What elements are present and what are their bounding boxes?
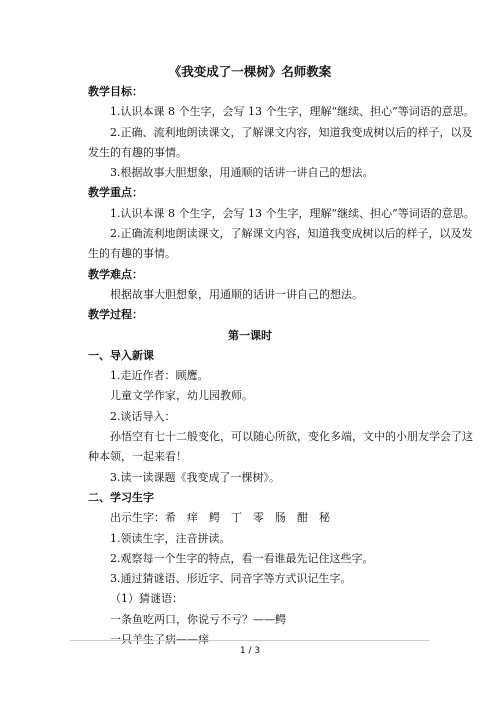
paragraph-line: 2.观察每一个生字的特点，看一看谁最先记住这些字。 [110,551,374,565]
paragraph-line: 2.正确流利地朗读课文，了解课文内容，知道我变成树以后的样子，以及发 [110,227,473,241]
document-body [88,82,475,650]
paragraph-line: 1.走近作者：顾鹰。 [110,369,209,383]
paragraph-line: 儿童文学作家，幼儿园教师。 [110,389,253,403]
paragraph-line: 生的有趣的事情。 [88,247,176,261]
paragraph-line: 1.认识本课 8 个生字，会写 13 个生字，理解“继续、担心”等词语的意思。 [110,206,475,220]
paragraph-line: 3.读一读课题《我变成了一棵树》。 [110,470,280,484]
paragraph-line: 3.根据故事大胆想象，用通顺的话讲一讲自己的想法。 [110,166,374,180]
document-title: 《我变成了一棵树》名师教案 [168,64,332,79]
section-heading: 教学重点： [88,186,143,200]
section-heading: 第一课时 [228,328,272,342]
paragraph-line: 2.谈话导入： [110,409,176,423]
paragraph-line: 根据故事大胆想象，用通顺的话讲一讲自己的想法。 [110,287,363,301]
paragraph-line: 出示生字：希 痒 鳄 丁 零 肠 酣 秘 [110,511,330,525]
paragraph-line: 2.正确、流利地朗读课文，了解课文内容，知道我变成树以后的样子，以及 [110,125,473,139]
section-heading: 教学目标： [88,85,143,98]
paragraph-line: 3.通过猜谜语、形近字、同音字等方式识记生字。 [110,572,352,586]
paragraph-line: 一只羊生了病——痒 [110,633,209,647]
footer-divider [70,640,430,641]
section-heading: 一、导入新课 [88,348,154,362]
section-heading: 教学难点： [88,267,143,281]
page-number: 1 / 3 [239,646,261,656]
section-heading: 二、学习生字 [88,490,154,504]
paragraph-line: 1.领读生字，注音拼读。 [110,531,231,545]
section-heading: 教学过程： [88,308,143,322]
paragraph-line: 发生的有趣的事情。 [88,145,187,159]
paragraph-line: 种本领，一起来看！ [88,450,187,464]
paragraph-line: 1.认识本课 8 个生字，会写 13 个生字，理解“继续、担心”等词语的意思。 [110,105,475,119]
paragraph-line: （1）猜谜语： [110,592,183,606]
paragraph-line: 一条鱼吃两口，你说亏不亏？——鳄 [110,612,286,626]
paragraph-line: 孙悟空有七十二般变化，可以随心所欲，变化多端，文中的小朋友学会了这 [110,430,473,444]
